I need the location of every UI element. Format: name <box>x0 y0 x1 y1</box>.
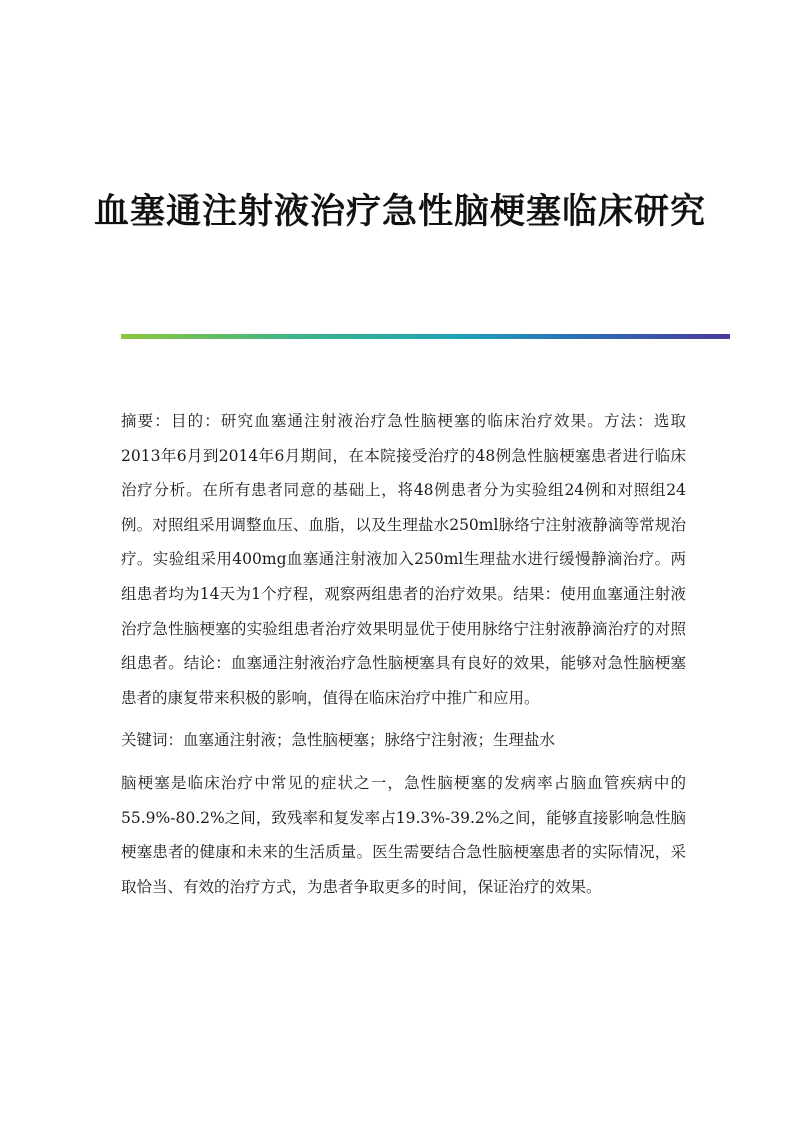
abstract-paragraph: 摘要：目的：研究血塞通注射液治疗急性脑梗塞的临床治疗效果。方法：选取2013年6月到2014年6月期间，在本院接受治疗的48例急性脑梗塞患者进行临床治疗分析。在所有患者同意的基础上，将48例患者分为实验组24例和对照组24例。对照组采用调整血压、血脂，以及生理盐水250ml脉络宁注射液静滴等常规治疗。实验组采用400mg血塞通注射液加入250ml生理盐水进行缓慢静滴治疗。两组患者均为14天为1个疗程，观察两组患者的治疗效果。结果：使用血塞通注射液治疗急性脑梗塞的实验组患者治疗效果明显优于使用脉络宁注射液静滴治疗的对照组患者。结论：血塞通注射液治疗急性脑梗塞具有良好的效果，能够对急性脑梗塞患者的康复带来积极的影响，值得在临床治疗中推广和应用。 <box>121 412 686 707</box>
document-title: 血塞通注射液治疗急性脑梗塞临床研究 <box>93 191 706 232</box>
intro-paragraph: 脑梗塞是临床治疗中常见的症状之一，急性脑梗塞的发病率占脑血管疾病中的55.9%-80.2%之间，致残率和复发率占19.3%-39.2%之间，能够直接影响急性脑梗塞患者的健康和未来的生活质量。医生需要结合急性脑梗塞患者的实际情况，采取恰当、有效的治疗方式，为患者争取更多的时间，保证治疗的效果。 <box>121 773 686 896</box>
title-divider <box>121 334 730 339</box>
keywords-paragraph: 关键词：血塞通注射液；急性脑梗塞；脉络宁注射液；生理盐水 <box>121 731 556 750</box>
document-body <box>121 404 686 912</box>
